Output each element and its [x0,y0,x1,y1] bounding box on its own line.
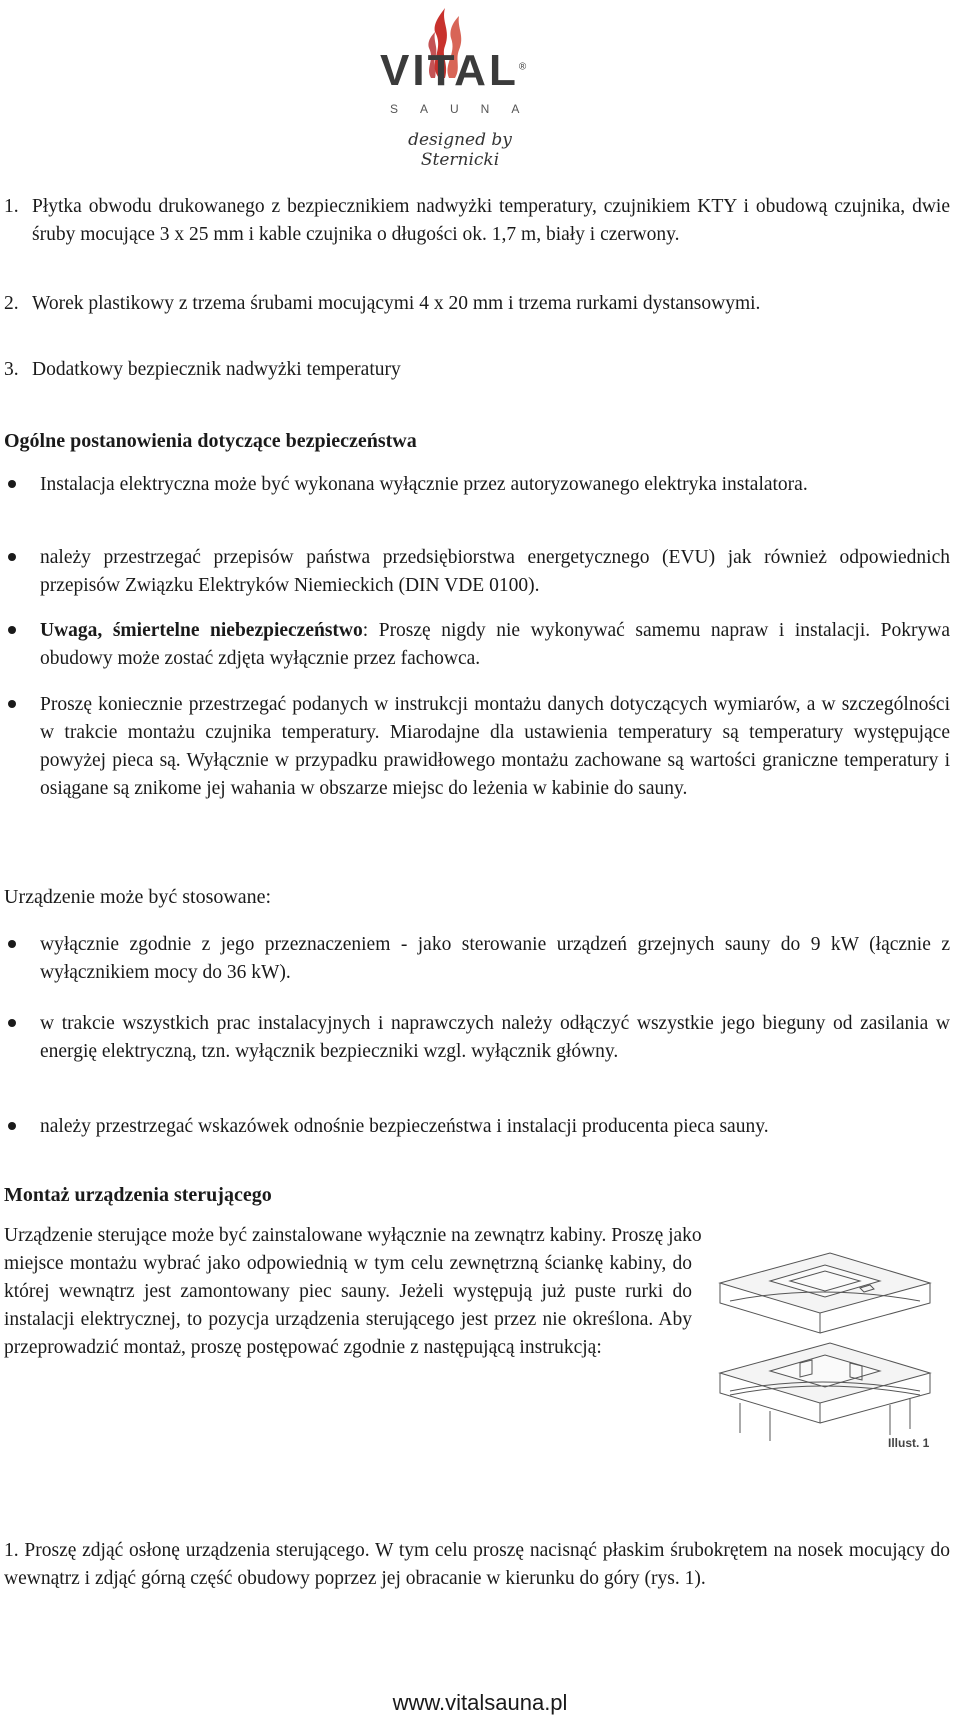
list-number: 2. [4,293,19,314]
parts-item-1: Płytka obwodu drukowanego z bezpiecznikiem nadwyżki temperatury, czujnikiem KTY i obudową czujnika, dwie śruby mocujące 3 x 25 mm i kable czujnika o długości ok. 1,7 m, biały i czerwony. [32,196,950,245]
mounting-line-1: Urządzenie sterujące może być zainstalowane wyłącznie na zewnątrz kabiny. Proszę jako [4,1225,702,1246]
list-number: 3. [4,359,19,380]
safety-bullet-1: Instalacja elektryczna może być wykonana wyłącznie przez autoryzowanego elektryka instalatora. [40,474,808,495]
bullet-icon [8,1122,18,1132]
safety-heading: Ogólne postanowienia dotyczące bezpieczeństwa [4,430,417,452]
usage-bullet-2: w trakcie wszystkich prac instalacyjnych i naprawczych należy odłączyć wszystkie jego bieguny od zasilania w energię elektryczną, tzn. wyłącznik bezpieczniki wzgl. wyłącznik główny. [40,1013,950,1062]
usage-heading: Urządzenie może być stosowane: [4,886,272,908]
usage-bullet-1: wyłącznie zgodnie z jego przeznaczeniem - jako sterowanie urządzeń grzejnych sauny do 9 kW (łącznie z wyłącznikiem mocy do 36 kW). [40,934,950,983]
safety-bullet-2: należy przestrzegać przepisów państwa przedsiębiorstwa energetycznego (EVU) jak również odpowiednich przepisów Związku Elektryków Niemieckich (DIN VDE 0100). [40,547,950,596]
installation-illustration [710,1243,940,1453]
footer-url: www.vitalsauna.pl [392,1690,568,1715]
mounting-paragraph: miejsce montażu wybrać jako odpowiednią w tym celu zewnętrzną ściankę kabiny, do której wewnątrz jest zamontowany piec sauny. Jeżeli występują już puste rurki do instalacji elektrycznej, to pozycja urządzenia sterującego jest przez nie określona. Aby przeprowadzić montaż, proszę postępować zgodnie z następującą instrukcją: [4,1253,692,1358]
safety-bullet-3: Uwaga, śmiertelne niebezpieczeństwo: Proszę nigdy nie wykonywać samemu napraw i instalacji. Pokrywa obudowy może zostać zdjęta wyłącznie przez fachowca. [40,620,950,669]
bullet-icon [8,700,18,710]
mounting-heading: Montaż urządzenia sterującego [4,1184,272,1206]
illustration-label: Illust. 1 [888,1436,930,1450]
safety-bullet-4: Proszę koniecznie przestrzegać podanych w instrukcji montażu danych dotyczących wymiarów, a w szczególności w trakcie montażu czujnika temperatury. Miarodajne dla ustawienia temperatury są temperatury występujące powyżej pieca są. Wyłącznie w przypadku prawidłowego montażu zachowane są wartości graniczne temperatury i osiągane są znikome jej wahania w obszarze miejsc do leżenia w kabinie do sauny. [40,694,950,799]
parts-item-3: Dodatkowy bezpiecznik nadwyżki temperatury [32,359,401,380]
bullet-icon [8,626,18,636]
logo-signature: designed by Sternicki [408,130,512,170]
mounting-step-1: 1. Proszę zdjąć osłonę urządzenia sterującego. W tym celu proszę nacisnąć płaskim śrubokrętem na nosek mocujący do wewnątrz i zdjąć górną część obudowy poprzez jej obracanie w kierunku do góry (rys. 1). [4,1540,950,1589]
bullet-icon [8,940,18,950]
usage-bullet-3: należy przestrzegać wskazówek odnośnie bezpieczeństwa i instalacji producenta pieca sauny. [40,1116,769,1137]
vital-sauna-logo [340,6,550,170]
bullet-icon [8,480,18,490]
bullet-icon [8,553,18,563]
bullet-icon [8,1019,18,1029]
parts-item-2: Worek plastikowy z trzema śrubami mocującymi 4 x 20 mm i trzema rurkami dystansowymi. [32,293,761,314]
logo-subtitle: SAUNA [390,102,542,116]
list-number: 1. [4,196,19,217]
warning-text: Uwaga, śmiertelne niebezpieczeństwo [40,620,363,641]
logo-wordmark: VITAL® [380,46,530,95]
